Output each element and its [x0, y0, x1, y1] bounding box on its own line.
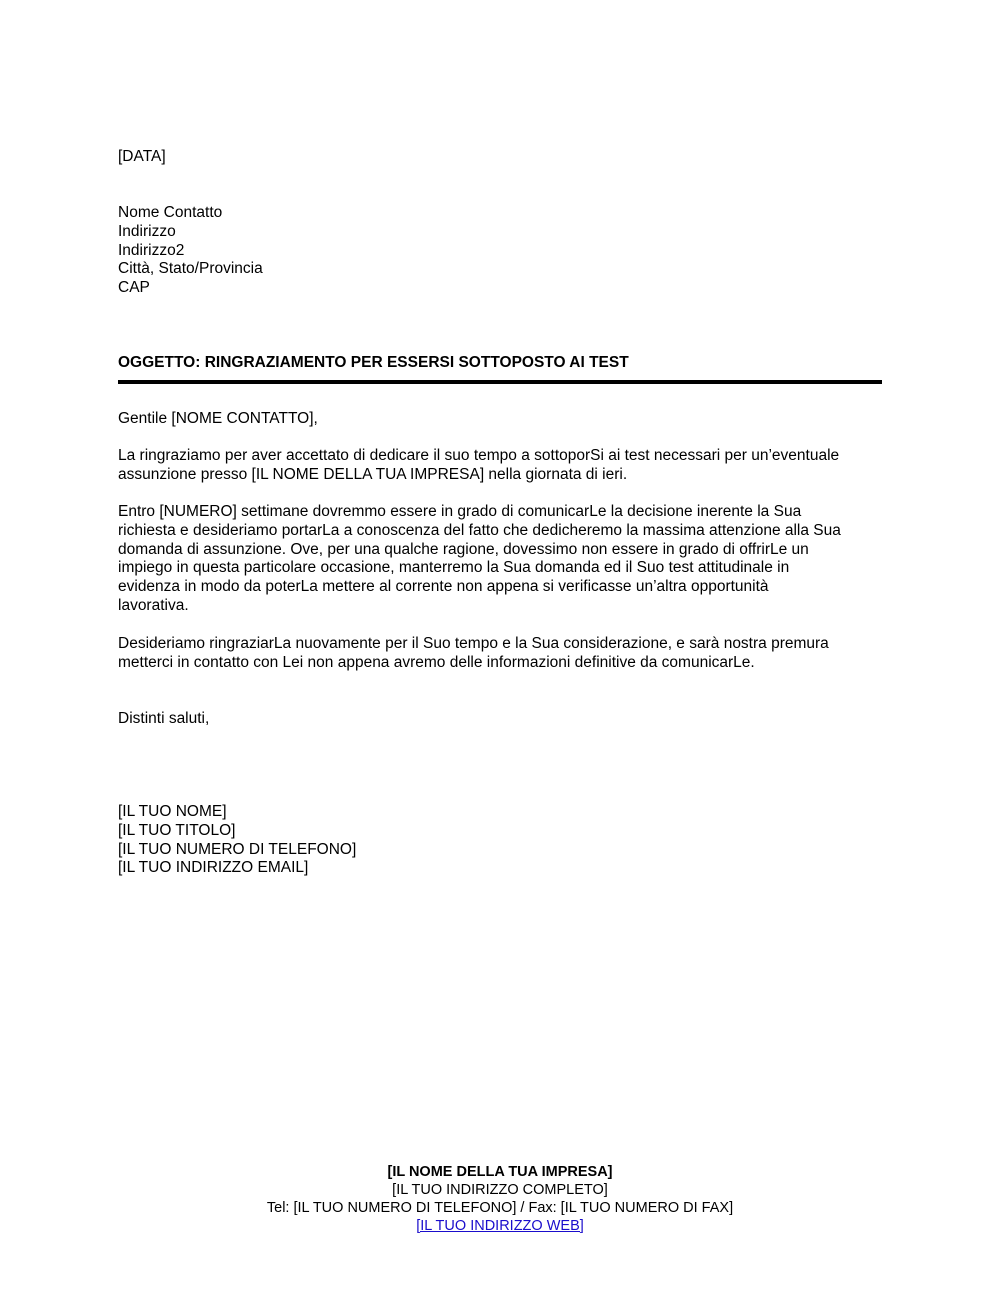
paragraph-line: Desideriamo ringraziarLa nuovamente per il Suo tempo e la Sua considerazione, e sarà nostra premura	[118, 635, 829, 652]
paragraph-line: assunzione presso [IL NOME DELLA TUA IMPRESA] nella giornata di ieri.	[118, 465, 628, 483]
body-paragraph-1	[118, 447, 888, 485]
paragraph-line: Entro [NUMERO] settimane dovremmo essere in grado di comunicarLe la decisione inerente la Sua	[118, 503, 802, 520]
recipient-address1: Indirizzo	[118, 222, 176, 240]
recipient-address2: Indirizzo2	[118, 241, 185, 259]
closing: Distinti saluti,	[118, 710, 210, 727]
subject-divider	[118, 380, 882, 384]
salutation: Gentile [NOME CONTATTO],	[118, 410, 318, 427]
signature-title: [IL TUO TITOLO]	[118, 821, 236, 839]
paragraph-line: domanda di assunzione. Ove, per una qualche ragione, dovessimo non essere in grado di offrirLe un	[118, 540, 809, 558]
paragraph-line: evidenza in modo da poterLa mettere al corrente non appena si verificasse un’altra opportunità	[118, 578, 769, 596]
subject-line: OGGETTO: RINGRAZIAMENTO PER ESSERSI SOTTOPOSTO AI TEST	[118, 354, 629, 371]
signature-email: [IL TUO INDIRIZZO EMAIL]	[118, 859, 309, 877]
body-paragraph-3	[118, 635, 888, 673]
paragraph-line: richiesta e desideriamo portarLa a conoscenza del fatto che dedicheremo la massima attenzione alla Sua	[118, 521, 841, 539]
letterhead-footer	[0, 1163, 1000, 1235]
paragraph-line: metterci in contatto con Lei non appena avremo delle informazioni definitive da comunicarLe.	[118, 653, 755, 671]
paragraph-line: lavorativa.	[118, 596, 189, 614]
signature-name: [IL TUO NOME]	[118, 803, 227, 820]
footer-address: [IL TUO INDIRIZZO COMPLETO]	[392, 1182, 608, 1198]
signature-block	[118, 803, 356, 878]
body-paragraph-2	[118, 503, 888, 616]
footer-contacts: Tel: [IL TUO NUMERO DI TELEFONO] / Fax: [IL TUO NUMERO DI FAX]	[266, 1200, 734, 1216]
date: [DATA]	[118, 148, 166, 165]
recipient-block	[118, 204, 263, 298]
footer-company: [IL NOME DELLA TUA IMPRESA]	[387, 1164, 613, 1180]
signature-phone: [IL TUO NUMERO DI TELEFONO]	[118, 840, 357, 858]
recipient-zip: CAP	[118, 279, 150, 297]
footer-web-link[interactable]: [IL TUO INDIRIZZO WEB]	[416, 1218, 584, 1234]
recipient-name: Nome Contatto	[118, 204, 223, 221]
recipient-city: Città, Stato/Provincia	[118, 260, 263, 278]
paragraph-line: impiego in questa particolare occasione, manterremo la Sua domanda ed il Suo test attitudinale in	[118, 559, 790, 577]
paragraph-line: La ringraziamo per aver accettato di dedicare il suo tempo a sottoporSi ai test necessari per un’eventuale	[118, 447, 840, 464]
